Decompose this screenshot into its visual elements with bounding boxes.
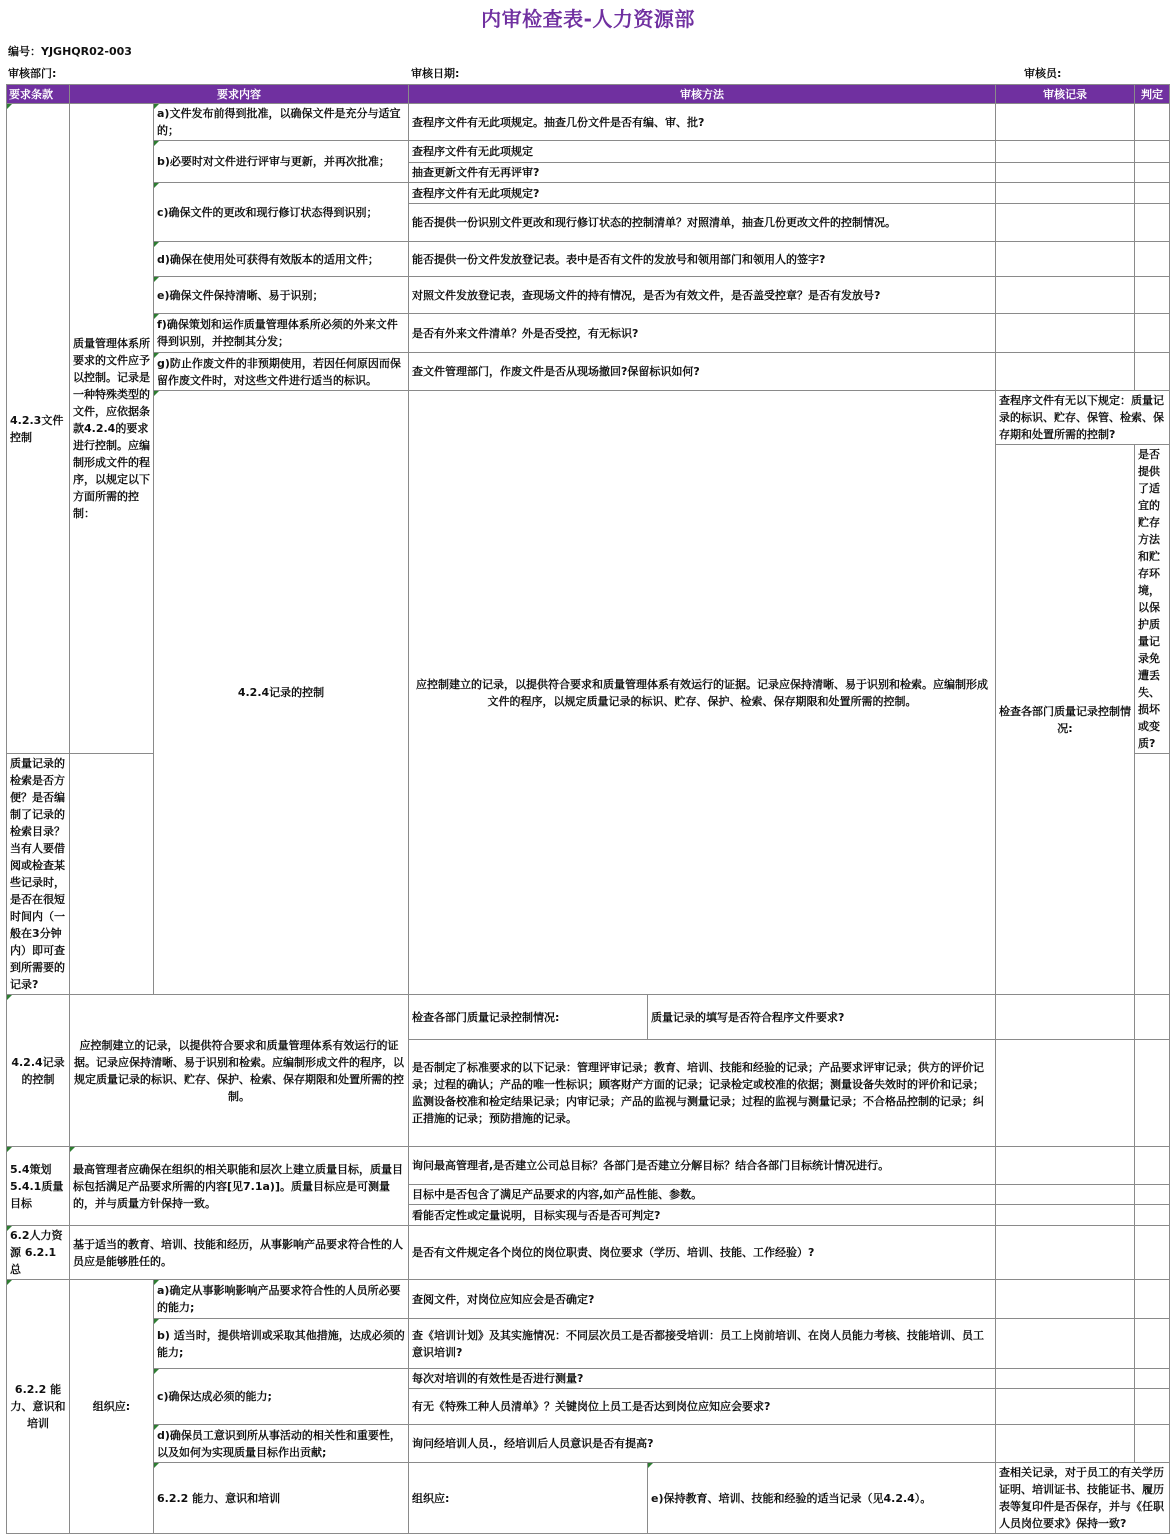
record-cell[interactable] (996, 314, 1135, 353)
requirement-item: c)确保达成必须的能力; (154, 1369, 409, 1425)
clause-cell: 4.2.4记录的控制 (7, 995, 70, 1147)
requirement-item: e)确保文件保持清晰、易于识别； (154, 277, 409, 314)
requirement-cell: 基于适当的教育、培训、技能和经历，从事影响产品要求符合性的人员应是能够胜任的。 (70, 1226, 409, 1280)
method-cell: 是否有文件规定各个岗位的岗位职责、岗位要求（学历、培训、技能、工作经验）? (409, 1226, 996, 1280)
method-cell: 询问经培训人员.，经培训后人员意识是否有提高? (409, 1425, 996, 1463)
requirement-main-cell: 组织应: (409, 1463, 648, 1534)
record-cell[interactable] (996, 1319, 1135, 1369)
judge-cell[interactable] (1135, 314, 1170, 353)
table-header-row (7, 85, 1170, 104)
judge-cell[interactable] (1135, 1280, 1170, 1319)
audit-date-label: 审核日期: (411, 67, 460, 80)
record-cell[interactable] (996, 1389, 1135, 1425)
table-row (7, 314, 1170, 353)
method-cell: 能否提供一份识别文件更改和现行修订状态的控制清单？对照清单，抽查几份更改文件的控制情况。 (409, 204, 996, 242)
page-title: 内审检查表-人力资源部 (481, 7, 695, 31)
table-row (7, 1226, 1170, 1280)
method-cell: 是否有外来文件清单？外是否受控，有无标识? (409, 314, 996, 353)
requirement-item: b) 适当时，提供培训或采取其他措施，达成必须的能力; (154, 1319, 409, 1369)
judge-cell[interactable] (1135, 754, 1170, 995)
clause-cell: 6.2.2 能力、意识和培训 (7, 1280, 70, 1534)
method-cell: 查程序文件有无此项规定? (409, 183, 996, 204)
requirement-cell: 应控制建立的记录，以提供符合要求和质量管理体系有效运行的证据。记录应保持清晰、易于识别和检索。应编制形成文件的程序，以规定质量记录的标识、贮存、保护、检索、保存期限和处置所需的控制。 (409, 391, 996, 995)
method-cell: 查程序文件有无此项规定 (409, 141, 996, 163)
requirement-item: f)确保策划和运作质量管理体系所必须的外来文件得到识别，并控制其分发； (154, 314, 409, 353)
method-cell: 查阅文件，对岗位应知应会是否确定? (409, 1280, 996, 1319)
table-row (7, 1147, 1170, 1185)
record-cell[interactable] (996, 104, 1135, 141)
record-cell[interactable] (996, 1280, 1135, 1319)
table-row (7, 183, 1170, 204)
table-row (7, 104, 1170, 141)
method-cell: 查《培训计划》及其实施情况：不同层次员工是否都接受培训：员工上岗前培训、在岗人员能力考核、技能培训、员工意识培训? (409, 1319, 996, 1369)
record-cell[interactable] (996, 1040, 1135, 1147)
record-cell[interactable] (996, 353, 1135, 391)
judge-cell[interactable] (1135, 242, 1170, 277)
judge-cell[interactable] (1135, 995, 1170, 1040)
clause-cell: 4.2.3文件控制 (7, 104, 70, 754)
record-cell[interactable] (70, 754, 154, 995)
audit-checklist-table (6, 84, 1170, 1534)
judge-cell[interactable] (1135, 1205, 1170, 1226)
requirement-item: d)确保在使用处可获得有效版本的适用文件； (154, 242, 409, 277)
judge-cell[interactable] (1135, 204, 1170, 242)
method-cell: 是否制定了标准要求的以下记录：管理评审记录；教育、培训、技能和经验的记录；产品要求评审记录；供方的评价记录；过程的确认；产品的唯一性标识；顾客财产方面的记录；记录检定或校准的依据；测量设备失效时的评价和记录；监测设备校准和检定结果记录；内审记录；产品的监视与测量记录；过程的监视与测量记录；不合格品控制的记录；纠正措施的记录；预防措施的记录。 (409, 1040, 996, 1147)
method-cell: 查程序文件有无此项规定。抽查几份文件是否有编、审、批? (409, 104, 996, 141)
judge-cell[interactable] (1135, 1369, 1170, 1389)
record-cell[interactable] (996, 995, 1135, 1040)
requirement-item: g)防止作废文件的非预期使用，若因任何原因而保留作废文件时，对这些文件进行适当的标识。 (154, 353, 409, 391)
table-row (7, 242, 1170, 277)
judge-cell[interactable] (1135, 104, 1170, 141)
method-cell: 目标中是否包含了满足产品要求的内容,如产品性能、参数。 (409, 1185, 996, 1205)
requirement-cell: 最高管理者应确保在组织的相关职能和层次上建立质量目标，质量目标包括满足产品要求所需的内容[见7.1a)]。质量目标应是可测量的，并与质量方针保持一致。 (70, 1147, 409, 1226)
col-method: 审核方法 (409, 85, 996, 104)
clause-cell: 4.2.4记录的控制 (154, 391, 409, 995)
requirement-item: e)保持教育、培训、技能和经验的适当记录（见4.2.4）。 (648, 1463, 996, 1534)
clause-cell: 6.2人力资源 6.2.1总 (7, 1226, 70, 1280)
table-row (7, 141, 1170, 163)
judge-cell[interactable] (1135, 1147, 1170, 1185)
method-cell: 对照文件发放登记表，查现场文件的持有情况，是否为有效文件，是否盖受控章？是否有发放号? (409, 277, 996, 314)
judge-cell[interactable] (1135, 1425, 1170, 1463)
table-row (7, 995, 1170, 1040)
method-cell: 质量记录的填写是否符合程序文件要求? (648, 995, 996, 1040)
table-row (7, 277, 1170, 314)
col-judge: 判定 (1135, 85, 1170, 104)
record-cell[interactable] (996, 1147, 1135, 1185)
col-clause: 要求条款 (7, 85, 70, 104)
method-cell: 查文件管理部门，作废文件是否从现场撤回?保留标识如何? (409, 353, 996, 391)
method-cell: 查相关记录，对于员工的有关学历证明、培训证书、技能证书、履历表等复印件是否保存，并与《任职人员岗位要求》保持一致? (996, 1463, 1170, 1534)
judge-cell[interactable] (1135, 163, 1170, 183)
table-row (7, 391, 1170, 445)
judge-cell[interactable] (1135, 1185, 1170, 1205)
table-row (7, 1463, 1170, 1534)
table-row (7, 353, 1170, 391)
method-cell: 检查各部门质量记录控制情况: (409, 995, 648, 1040)
col-record: 审核记录 (996, 85, 1135, 104)
auditor-label: 审核员: (1024, 67, 1062, 80)
judge-cell[interactable] (1135, 183, 1170, 204)
record-cell[interactable] (996, 141, 1135, 163)
record-cell[interactable] (996, 1185, 1135, 1205)
judge-cell[interactable] (1135, 1226, 1170, 1280)
table-row (7, 1280, 1170, 1319)
method-cell: 检查各部门质量记录控制情况: (996, 445, 1135, 995)
method-cell: 是否提供了适宜的贮存方法和贮存环境，以保护质量记录免遭丢失、损坏或变质? (1135, 445, 1170, 754)
judge-cell[interactable] (1135, 1040, 1170, 1147)
requirement-cell: 应控制建立的记录，以提供符合要求和质量管理体系有效运行的证据。记录应保持清晰、易于识别和检索。应编制形成文件的程序，以规定质量记录的标识、贮存、保护、检索、保存期限和处置所需的控制。 (70, 995, 409, 1147)
record-cell[interactable] (996, 1205, 1135, 1226)
method-cell: 查程序文件有无以下规定：质量记录的标识、贮存、保管、检索、保存期和处置所需的控制? (996, 391, 1170, 445)
table-row (7, 1425, 1170, 1463)
requirement-item: c)确保文件的更改和现行修订状态得到识别； (154, 183, 409, 242)
clause-cell: 6.2.2 能力、意识和培训 (154, 1463, 409, 1534)
record-cell[interactable] (996, 183, 1135, 204)
method-cell: 质量记录的检索是否方便？是否编制了记录的检索目录？当有人要借阅或检查某些记录时，是否在很短时间内（一般在3分钟内）即可查到所需要的记录? (7, 754, 70, 995)
requirement-main-cell: 组织应: (70, 1280, 154, 1534)
judge-cell[interactable] (1135, 277, 1170, 314)
requirement-item: a)文件发布前得到批准，以确保文件是充分与适宜的； (154, 104, 409, 141)
col-requirement: 要求内容 (70, 85, 409, 104)
doc-number: 编号：YJGHQR02-003 (8, 45, 132, 58)
record-cell[interactable] (996, 1226, 1135, 1280)
record-cell[interactable] (996, 163, 1135, 183)
audit-dept-label: 审核部门: (8, 67, 57, 80)
record-cell[interactable] (996, 1369, 1135, 1389)
method-cell: 能否提供一份文件发放登记表。表中是否有文件的发放号和领用部门和领用人的签字? (409, 242, 996, 277)
judge-cell[interactable] (1135, 1319, 1170, 1369)
method-cell: 询问最高管理者,是否建立公司总目标？各部门是否建立分解目标？结合各部门目标统计情况进行。 (409, 1147, 996, 1185)
judge-cell[interactable] (1135, 353, 1170, 391)
table-row (7, 1319, 1170, 1369)
record-cell[interactable] (996, 277, 1135, 314)
judge-cell[interactable] (1135, 1389, 1170, 1425)
method-cell: 有无《特殊工种人员清单》？关键岗位上员工是否达到岗位应知应会要求? (409, 1389, 996, 1425)
table-row (7, 1369, 1170, 1389)
requirement-main-cell: 质量管理体系所要求的文件应予以控制。记录是一种特殊类型的文件，应依据条款4.2.4的要求进行控制。应编制形成文件的程序，以规定以下方面所需的控制： (70, 104, 154, 754)
record-cell[interactable] (996, 242, 1135, 277)
clause-cell: 5.4策划 5.4.1质量目标 (7, 1147, 70, 1226)
requirement-item: a)确定从事影响影响产品要求符合性的人员所必要的能力; (154, 1280, 409, 1319)
method-cell: 看能否定性或定量说明，目标实现与否是否可判定? (409, 1205, 996, 1226)
requirement-item: b)必要时对文件进行评审与更新，并再次批准； (154, 141, 409, 183)
method-cell: 每次对培训的有效性是否进行测量? (409, 1369, 996, 1389)
record-cell[interactable] (996, 1425, 1135, 1463)
judge-cell[interactable] (1135, 141, 1170, 163)
requirement-item: d)确保员工意识到所从事活动的相关性和重要性，以及如何为实现质量目标作出贡献; (154, 1425, 409, 1463)
method-cell: 抽查更新文件有无再评审? (409, 163, 996, 183)
record-cell[interactable] (996, 204, 1135, 242)
